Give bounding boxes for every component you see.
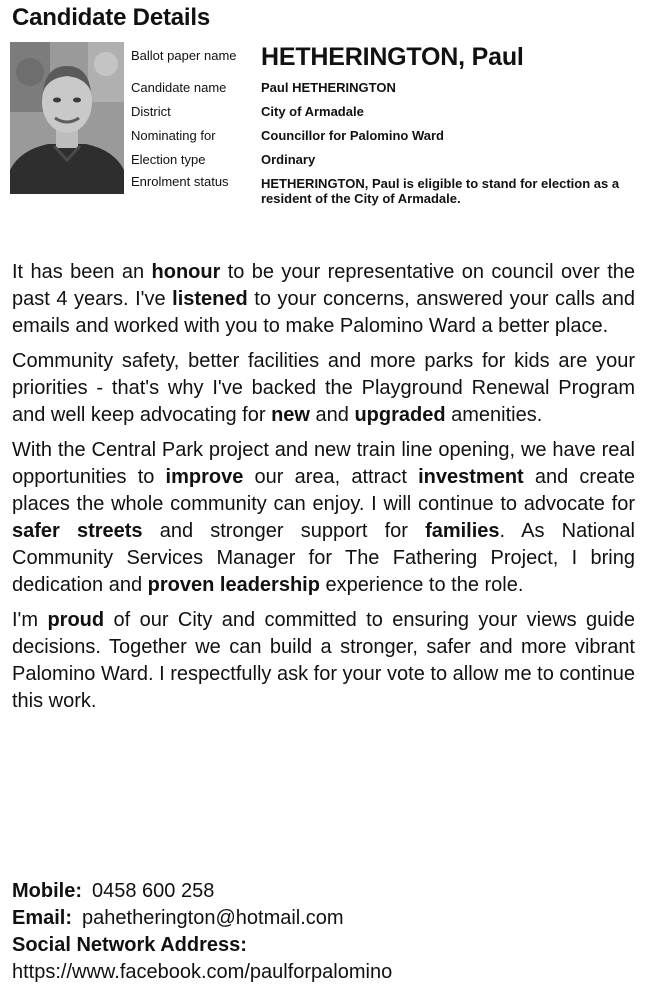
mobile-value: 0458 600 258	[92, 880, 215, 902]
social-label: Social Network Address:	[12, 934, 247, 956]
statement-text: amenities.	[445, 404, 543, 426]
statement-text: It has been an	[12, 261, 152, 283]
nominating-value: Councillor for Palomino Ward	[261, 128, 444, 143]
statement-text: experience to the role.	[319, 574, 524, 596]
election-type-row	[131, 150, 641, 174]
statement-paragraph-2	[12, 348, 635, 429]
nominating-label: Nominating for	[131, 128, 216, 143]
social-link[interactable]: https://www.facebook.com/paulforpalomino	[12, 961, 393, 983]
candidate-details-table	[131, 42, 641, 206]
statement-emphasis: listened	[172, 288, 248, 310]
statement-text: our area, attract	[243, 466, 419, 488]
email-line	[12, 905, 642, 932]
statement-emphasis: families	[425, 520, 500, 542]
statement-emphasis: improve	[165, 466, 244, 488]
email-value[interactable]: pahetherington@hotmail.com	[82, 907, 344, 929]
statement-text: of our City and committed to ensuring your views guide decisions. Together we can build a stronger, safer and more vibrant Palomino Ward. I respectfully ask for your vote to allow me to continue this work.	[12, 609, 635, 712]
statement-paragraph-1	[12, 259, 635, 340]
statement-text: I'm	[12, 609, 48, 631]
statement-text: and stronger support for	[142, 520, 426, 542]
statement-emphasis: proud	[47, 609, 105, 631]
election-type-label: Election type	[131, 152, 206, 167]
statement-text: to your concerns, answered your calls and emails and worked with you to make Palomino Ward a better place.	[12, 288, 635, 337]
statement-emphasis: proven leadership	[147, 574, 320, 596]
social-label-line	[12, 932, 642, 959]
ballot-name-label: Ballot paper name	[131, 48, 237, 63]
mobile-label: Mobile:	[12, 880, 82, 902]
candidate-name-label: Candidate name	[131, 80, 227, 95]
candidate-name-row	[131, 78, 641, 102]
candidate-statement	[12, 259, 635, 723]
statement-emphasis: investment	[418, 466, 524, 488]
page-title: Candidate Details	[12, 4, 210, 31]
social-value-line	[12, 959, 642, 986]
statement-text: and create places the whole community can enjoy. I will continue to advocate for	[12, 466, 635, 515]
statement-text: Community safety, better facilities and more parks for kids are your priorities - that's why I've backed the Playground Renewal Program and well keep advocating for	[12, 350, 635, 426]
statement-emphasis: new	[271, 404, 310, 426]
statement-emphasis: honour	[151, 261, 221, 283]
election-type-value: Ordinary	[261, 152, 316, 167]
candidate-name-value: Paul HETHERINGTON	[261, 80, 396, 95]
candidate-portrait	[10, 42, 124, 194]
nominating-row	[131, 126, 641, 150]
enrolment-label: Enrolment status	[131, 174, 229, 189]
district-row	[131, 102, 641, 126]
statement-paragraph-4	[12, 607, 635, 715]
candidate-photo	[10, 42, 124, 194]
enrolment-value: HETHERINGTON, Paul is eligible to stand for election as a resident of the City of Armadale.	[261, 176, 620, 206]
enrolment-row	[131, 174, 641, 206]
email-label: Email:	[12, 907, 73, 929]
mobile-line	[12, 878, 642, 905]
statement-emphasis: safer streets	[12, 520, 143, 542]
statement-text: to be your representative on council over the past 4 years. I've	[12, 261, 635, 310]
statement-paragraph-3	[12, 437, 635, 599]
district-label: District	[131, 104, 171, 119]
statement-text: and	[309, 404, 355, 426]
ballot-name-row	[131, 42, 641, 78]
statement-text: With the Central Park project and new train line opening, we have real opportunities to	[12, 439, 635, 488]
ballot-name-value: HETHERINGTON, Paul	[261, 43, 524, 71]
district-value: City of Armadale	[261, 104, 364, 119]
statement-emphasis: upgraded	[354, 404, 446, 426]
contact-details	[12, 878, 642, 986]
statement-text: . As National Community Services Manager for The Fathering Project, I bring dedication and	[12, 520, 635, 596]
